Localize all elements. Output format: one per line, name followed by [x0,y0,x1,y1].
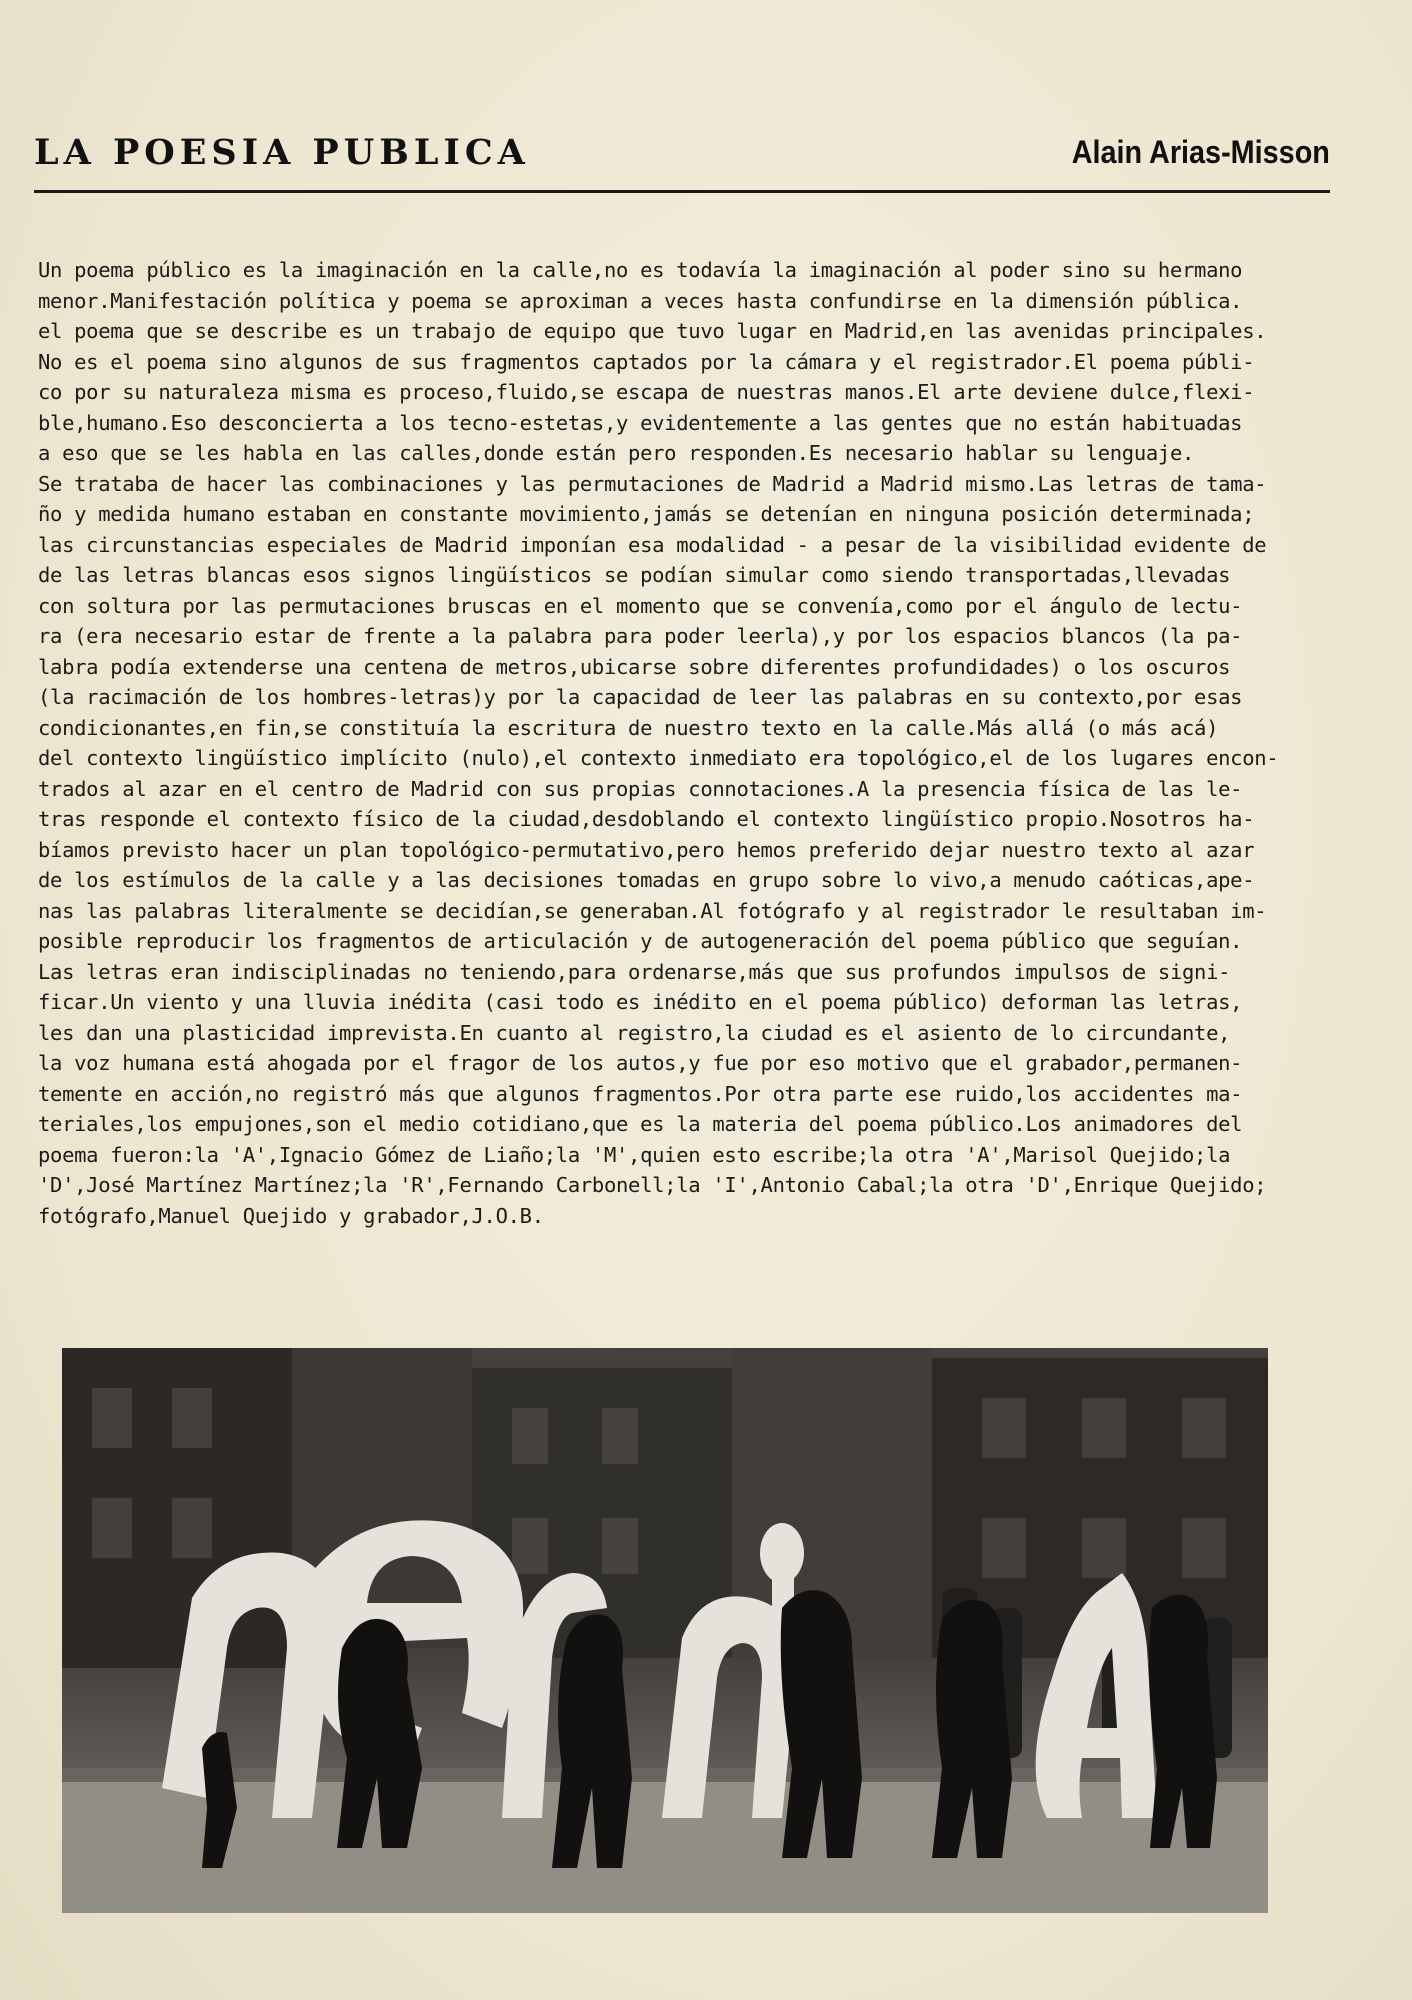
article-title: LA POESIA PUBLICA [34,132,530,173]
body-line: con soltura por las permutaciones bruscas en el momento que se convenía,como por el ángulo de lectu- [38,593,1243,618]
body-line: fotógrafo,Manuel Quejido y grabador,J.O.B. [38,1203,544,1228]
body-line: (la racimación de los hombres-letras)y por la capacidad de leer las palabras en su contexto,por esas [38,685,1243,709]
author-name: Alain Arias-Misson [1071,134,1330,170]
body-line: co por su naturaleza misma es proceso,fluido,se escapa de nuestras manos.El arte deviene dulce,flexi- [38,380,1255,404]
body-line: Las letras eran indisciplinadas no teniendo,para ordenarse,más que sus profundos impulsos de signi- [38,959,1231,984]
body-line: Un poema público es la imaginación en la calle,no es todavía la imaginación al poder sino su hermano [38,258,1243,282]
body-line: bíamos previsto hacer un plan topológico-permutativo,pero hemos preferido dejar nuestro texto al azar [38,837,1255,862]
body-line: ño y medida humano estaban en constante movimiento,jamás se detenían en ninguna posición determinada; [38,502,1255,526]
body-line: poema fueron:la 'A',Ignacio Gómez de Liaño;la 'M',quien esto escribe;la otra 'A',Marisol Quejido;la [38,1142,1231,1167]
street-poem-photo [62,1348,1268,1913]
body-line: Se trataba de hacer las combinaciones y las permutaciones de Madrid a Madrid mismo.Las letras de tama- [38,471,1267,496]
body-line: el poema que se describe es un trabajo de equipo que tuvo lugar en Madrid,en las avenidas principales. [38,319,1267,343]
body-line: condicionantes,en fin,se constituía la escritura de nuestro texto en la calle.Más allá (o más acá) [38,715,1219,740]
body-line: las circunstancias especiales de Madrid imponían esa modalidad - a pesar de la visibilidad evidente de [38,532,1267,557]
body-line: 'D',José Martínez Martínez;la 'R',Fernando Carbonell;la 'I',Antonio Cabal;la otra 'D',Enrique Quejido; [38,1173,1267,1197]
body-line: ficar.Un viento y una lluvia inédita (casi todo es inédito en el poema público) deforman las letras, [38,990,1243,1014]
body-line: ble,humano.Eso desconcierta a los tecno-estetas,y evidentemente a las gentes que no están habituadas [38,410,1243,435]
photo-street-letters-icon [62,1348,1268,1913]
body-line: del contexto lingüístico implícito (nulo),el contexto inmediato era topológico,el de los lugares encon- [38,746,1279,770]
header-rule [34,190,1330,193]
body-line: menor.Manifestación política y poema se aproximan a veces hasta confundirse en la dimensión pública. [38,288,1243,313]
body-line: les dan una plasticidad imprevista.En cuanto al registro,la ciudad es el asiento de lo circundante, [38,1020,1231,1045]
body-line: posible reproducir los fragmentos de articulación y de autogeneración del poema público que seguían. [38,929,1243,953]
body-line: temente en acción,no registró más que algunos fragmentos.Por otra parte ese ruido,los accidentes ma- [38,1081,1243,1106]
article-body [38,255,1334,1231]
body-line: labra podía extenderse una centena de metros,ubicarse sobre diferentes profundidades) o los oscuros [38,654,1231,679]
body-line: nas las palabras literalmente se decidían,se generaban.Al fotógrafo y al registrador le resultaban im- [38,898,1267,923]
body-line: ra (era necesario estar de frente a la palabra para poder leerla),y por los espacios blancos (la pa- [38,624,1243,648]
body-line: a eso que se les habla en las calles,donde están pero responden.Es necesario hablar su lenguaje. [38,441,1195,465]
body-line: de los estímulos de la calle y a las decisiones tomadas en grupo sobre lo vivo,a menudo caóticas,ape- [38,868,1255,892]
body-line: de las letras blancas esos signos lingüísticos se podían simular como siendo transportadas,llevadas [38,563,1231,587]
body-line: No es el poema sino algunos de sus fragmentos captados por la cámara y el registrador.El poema públi- [38,349,1255,374]
body-line: tras responde el contexto físico de la ciudad,desdoblando el contexto lingüístico propio.Nosotros ha- [38,807,1255,831]
header [34,132,1330,188]
body-line: la voz humana está ahogada por el fragor de los autos,y fue por eso motivo que el grabador,permanen- [38,1051,1243,1075]
body-line: teriales,los empujones,son el medio cotidiano,que es la materia del poema público.Los animadores del [38,1112,1243,1136]
body-line: trados al azar en el centro de Madrid con sus propias connotaciones.A la presencia física de las le- [38,776,1243,801]
